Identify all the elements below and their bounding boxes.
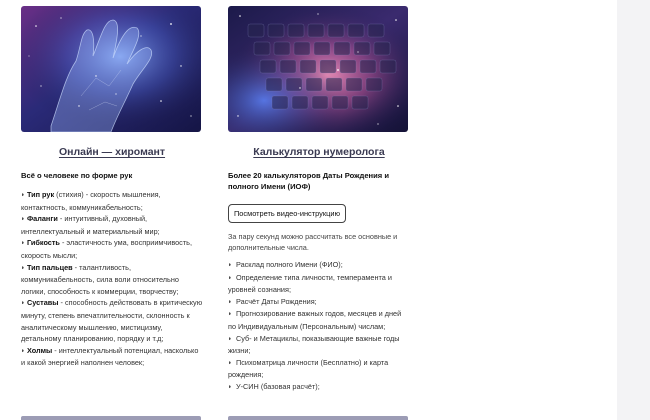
glowing-hand-illustration [21, 6, 201, 132]
list-item: ◗ Расчёт Даты Рождения; [228, 296, 410, 309]
page-gutter [617, 0, 650, 420]
bullet-icon: ◗ [228, 274, 232, 282]
palmist-subtitle: Всё о человеке по форме рук [21, 171, 133, 180]
keyboard-galaxy-illustration [228, 6, 408, 132]
list-item: ◗ Тип пальцев - талантливость, коммуникабельность, сила воли относительно логики, способность к коммерции, творчеству; [21, 262, 179, 296]
bullet-icon: ◗ [21, 215, 25, 223]
list-item: ◗ Холмы - интеллектуальный потенциал, насколько и какой энергией наполнен человек; [21, 345, 199, 368]
bullet-icon: ◗ [228, 383, 232, 391]
next-card-edge [21, 416, 201, 420]
palmist-title-link[interactable]: Онлайн — хиромант [58, 146, 166, 158]
glowing-hand-image[interactable] [21, 6, 201, 132]
list-item: ◗ Определение типа личности, темперамента и уровней сознания; [228, 272, 392, 295]
list-item: ◗ Прогнозирование важных годов, месяцев и дней по Индивидуальным (Персональным) числам; [228, 309, 402, 331]
list-item: ◗ Расклад полного Имени (ФИО); [228, 259, 410, 272]
bullet-icon: ◗ [228, 310, 232, 318]
bullet-icon: ◗ [21, 299, 25, 307]
watch-video-button[interactable]: Посмотреть видео-инструкцию [228, 204, 346, 223]
list-item: ◗ Психоматрица личности (Бесплатно) и карта рождения; [228, 357, 389, 380]
numerology-card [228, 6, 410, 394]
numerology-title-link[interactable]: Калькулятор нумеролога [253, 146, 385, 158]
keyboard-galaxy-image[interactable] [228, 6, 408, 132]
bullet-icon: ◗ [228, 298, 232, 306]
list-item: ◗ Фаланги - интуитивный, духовный, интеллектуальный и материальный мир; [21, 214, 160, 236]
bullet-icon: ◗ [21, 191, 25, 199]
palmist-card [21, 6, 203, 369]
next-card-edge [228, 416, 408, 420]
numerology-subtitle: Более 20 калькуляторов Даты Рождения и полного Имени (ИОФ) [228, 171, 390, 191]
numerology-feature-list [228, 259, 410, 394]
bullet-icon: ◗ [21, 347, 25, 355]
list-item: ◗ Гибкость - эластичность ума, восприимчивость, скорость мысли; [21, 238, 192, 260]
palmist-feature-list [21, 189, 203, 369]
bullet-icon: ◗ [21, 264, 25, 272]
bullet-icon: ◗ [21, 239, 25, 247]
list-item: ◗ Тип рук (стихия) - скорость мышления, контактность, коммуникабельность; [21, 190, 161, 212]
list-item: ◗ Суставы - способность действовать в критическую минуту, степень впечатлительности, склонность к аналитическому мышлению, мистицизму, детальному планированию, порядку и т.д; [21, 298, 203, 344]
bullet-icon: ◗ [228, 359, 232, 367]
bullet-icon: ◗ [228, 335, 232, 343]
list-item: ◗ Суб- и Метациклы, показывающие важные годы жизни; [228, 333, 400, 356]
numerology-description: За пару секунд можно рассчитать все основные и дополнительные числа. [228, 232, 398, 252]
bullet-icon: ◗ [228, 261, 232, 269]
list-item: ◗ У-СИН (базовая расчёт); [228, 381, 410, 394]
